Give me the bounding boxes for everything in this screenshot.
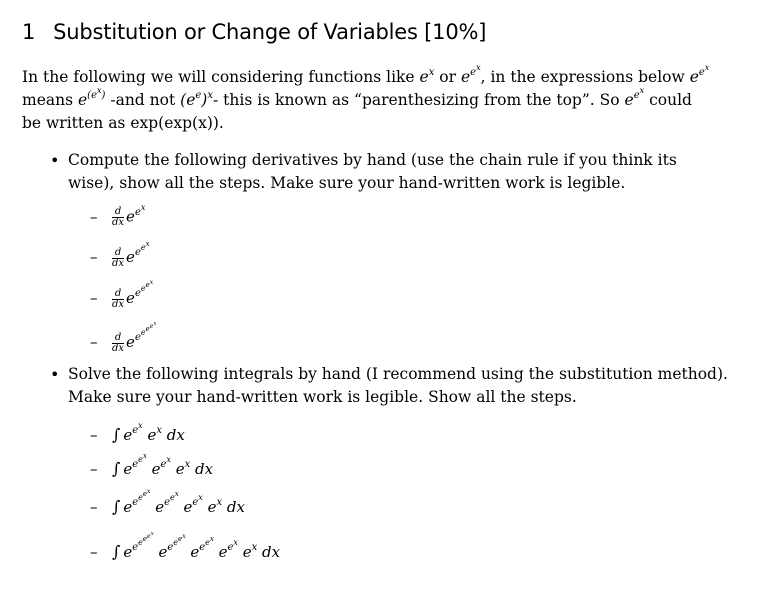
intro-line-1: In the following we will considering functions like $e^x$ or $e^{e^x}$, in the expressions below $e^{e^x}$ — [22, 63, 710, 86]
integral-item-1: – ∫ $e^{e^x}$ $e^x$ dx — [90, 421, 185, 444]
section-title: Substitution or Change of Variables [10%] — [53, 20, 487, 44]
integral-item-2: – ∫ $e^{e^{e^x}}$ $e^{e^x}$ $e^x$ dx — [90, 452, 214, 478]
derivative-item-3: – $\frac{d}{dx}$ $e^{e^{e^{e^x}}}$ — [90, 279, 154, 310]
bullet2-line-1: Solve the following integrals by hand (I recommend using the substitution method). — [68, 365, 728, 383]
bullet-dot: • — [50, 365, 60, 384]
section-number: 1 — [22, 20, 36, 44]
bullet-dot: • — [50, 151, 60, 170]
section-heading — [22, 20, 486, 44]
derivative-item-1: – $\frac{d}{dx}$ $e^{e^x}$ — [90, 202, 146, 228]
derivative-item-2: – $\frac{d}{dx}$ $e^{e^{e^x}}$ — [90, 240, 150, 269]
derivative-item-4: – $\frac{d}{dx}$ $e^{e^{e^{e^{e^x}}}}$ — [90, 321, 157, 354]
intro-paragraph — [22, 63, 722, 135]
intro-line-3: be written as exp(exp(x)). — [22, 114, 224, 132]
bullet2-line-2: Make sure your hand-written work is legible. Show all the steps. — [68, 388, 577, 406]
bullet1-line-2: wise), show all the steps. Make sure your hand-written work is legible. — [68, 174, 626, 192]
integral-item-4: – ∫ $e^{e^{e^{e^{e^x}}}}$ $e^{e^{e^{e^x}}}$ $e^{e^{e^x}}$ $e^{e^x}$ $e^x$ dx — [90, 531, 281, 561]
bullet1-line-1: Compute the following derivatives by hand (use the chain rule if you think its — [68, 151, 677, 169]
integral-item-3: – ∫ $e^{e^{e^{e^x}}}$ $e^{e^{e^x}}$ $e^{e^x}$ $e^x$ dx — [90, 488, 245, 516]
intro-line-2: means $e^{(e^x)}$ -and not $(e^e)^x-$ this is known as “parenthesizing from the top”. So $e^{e^x}$ could — [22, 86, 692, 109]
